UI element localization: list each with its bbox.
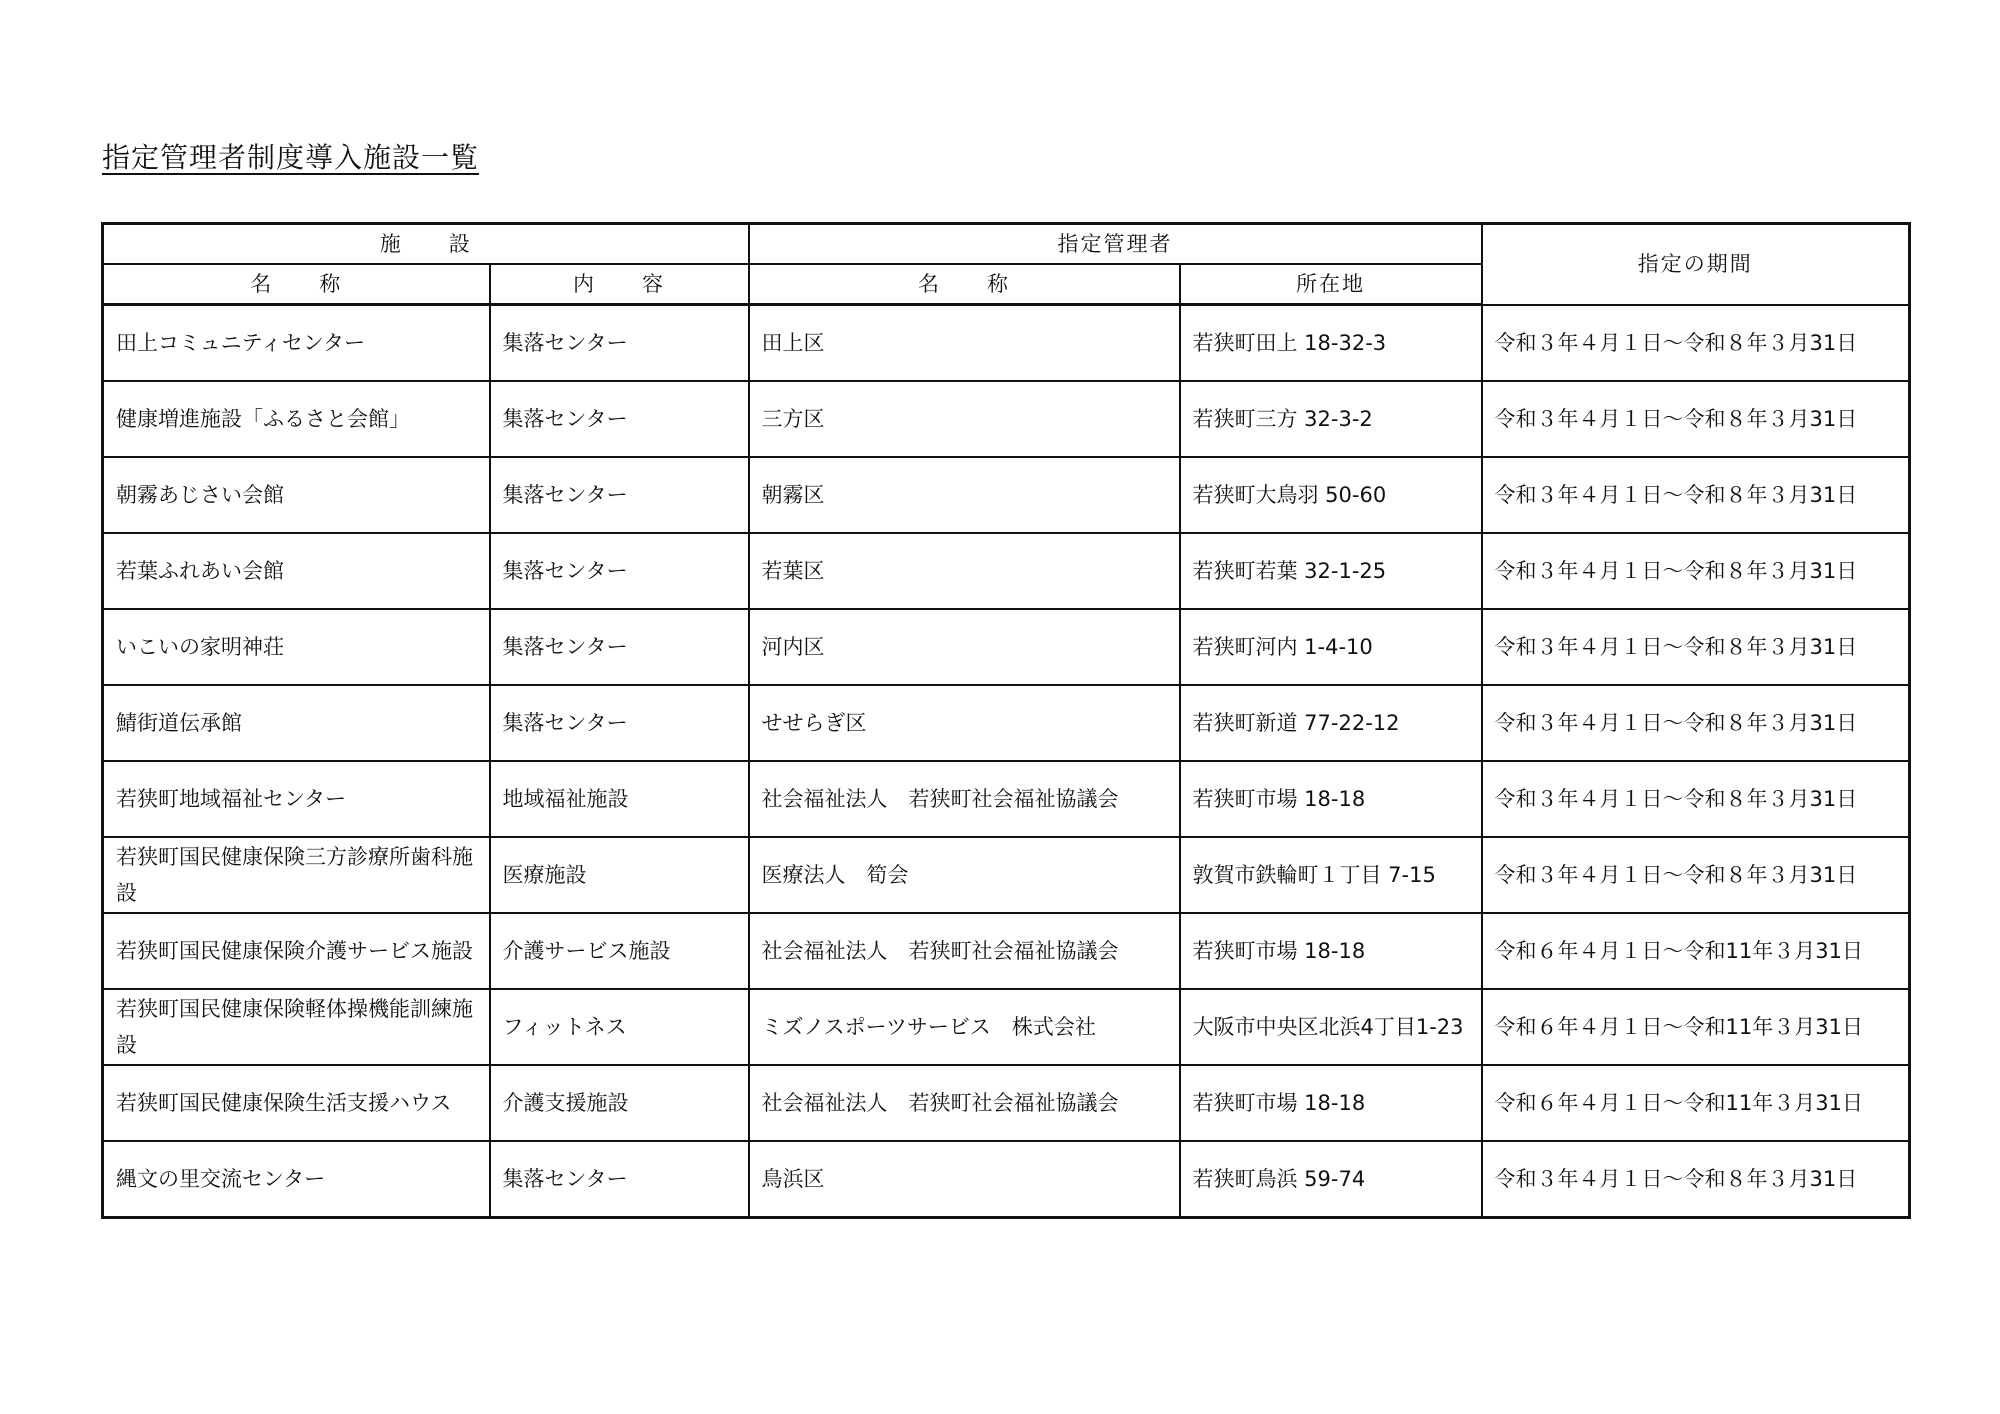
period-cell: 令和３年４月１日～令和８年３月31日 (1482, 761, 1910, 837)
table-row (103, 685, 1910, 761)
manager-location-cell: 若狭町大鳥羽 50-60 (1180, 457, 1482, 533)
facility-content-cell: 集落センター (490, 457, 749, 533)
manager-location-cell: 若狭町鳥浜 59-74 (1180, 1141, 1482, 1218)
period-cell: 令和３年４月１日～令和８年３月31日 (1482, 533, 1910, 609)
manager-name-cell: 社会福祉法人 若狭町社会福祉協議会 (749, 1065, 1180, 1141)
manager-name-cell: 若葉区 (749, 533, 1180, 609)
manager-location-cell: 若狭町若葉 32-1-25 (1180, 533, 1482, 609)
manager-location-cell: 若狭町新道 77-22-12 (1180, 685, 1482, 761)
table-row (103, 381, 1910, 457)
page-title: 指定管理者制度導入施設一覧 (102, 141, 480, 174)
facility-name-cell: 若狭町国民健康保険三方診療所歯科施設 (103, 837, 490, 913)
manager-name-cell: ミズノスポーツサービス 株式会社 (749, 989, 1180, 1065)
period-cell: 令和３年４月１日～令和８年３月31日 (1482, 837, 1910, 913)
period-cell: 令和３年４月１日～令和８年３月31日 (1482, 1141, 1910, 1218)
period-cell: 令和３年４月１日～令和８年３月31日 (1482, 305, 1910, 382)
header-row-1 (103, 224, 1910, 265)
header-manager-name: 名 称 (749, 264, 1180, 305)
facility-content-cell: 介護サービス施設 (490, 913, 749, 989)
facility-content-cell: フィットネス (490, 989, 749, 1065)
header-manager: 指定管理者 (749, 224, 1482, 265)
header-facility-content: 内 容 (490, 264, 749, 305)
manager-location-cell: 若狭町河内 1-4-10 (1180, 609, 1482, 685)
manager-name-cell: 社会福祉法人 若狭町社会福祉協議会 (749, 913, 1180, 989)
facility-content-cell: 医療施設 (490, 837, 749, 913)
period-cell: 令和３年４月１日～令和８年３月31日 (1482, 457, 1910, 533)
period-cell: 令和３年４月１日～令和８年３月31日 (1482, 609, 1910, 685)
table-row (103, 609, 1910, 685)
period-cell: 令和６年４月１日～令和11年３月31日 (1482, 989, 1910, 1065)
facility-content-cell: 集落センター (490, 609, 749, 685)
facility-content-cell: 集落センター (490, 1141, 749, 1218)
header-period: 指定の期間 (1482, 224, 1910, 305)
table-row (103, 913, 1910, 989)
facility-content-cell: 集落センター (490, 685, 749, 761)
table-row (103, 533, 1910, 609)
header-facility: 施 設 (103, 224, 749, 265)
facility-content-cell: 地域福祉施設 (490, 761, 749, 837)
table-row (103, 457, 1910, 533)
period-cell: 令和３年４月１日～令和８年３月31日 (1482, 381, 1910, 457)
facility-name-cell: 若狭町地域福祉センター (103, 761, 490, 837)
facility-name-cell: いこいの家明神荘 (103, 609, 490, 685)
manager-location-cell: 敦賀市鉄輪町１丁目 7-15 (1180, 837, 1482, 913)
facility-name-cell: 健康増進施設「ふるさと会館」 (103, 381, 490, 457)
period-cell: 令和３年４月１日～令和８年３月31日 (1482, 685, 1910, 761)
manager-location-cell: 大阪市中央区北浜4丁目1-23 (1180, 989, 1482, 1065)
table-row (103, 989, 1910, 1065)
facility-content-cell: 集落センター (490, 381, 749, 457)
facility-name-cell: 若狭町国民健康保険介護サービス施設 (103, 913, 490, 989)
table-row (103, 761, 1910, 837)
facility-name-cell: 田上コミュニティセンター (103, 305, 490, 382)
facility-content-cell: 介護支援施設 (490, 1065, 749, 1141)
manager-name-cell: せせらぎ区 (749, 685, 1180, 761)
manager-name-cell: 河内区 (749, 609, 1180, 685)
header-facility-name: 名 称 (103, 264, 490, 305)
facility-content-cell: 集落センター (490, 305, 749, 382)
facility-name-cell: 縄文の里交流センター (103, 1141, 490, 1218)
period-cell: 令和６年４月１日～令和11年３月31日 (1482, 1065, 1910, 1141)
facility-table (101, 222, 1911, 1219)
facility-name-cell: 鯖街道伝承館 (103, 685, 490, 761)
manager-location-cell: 若狭町三方 32-3-2 (1180, 381, 1482, 457)
manager-location-cell: 若狭町田上 18-32-3 (1180, 305, 1482, 382)
facility-name-cell: 朝霧あじさい会館 (103, 457, 490, 533)
header-manager-location: 所在地 (1180, 264, 1482, 305)
facility-name-cell: 若狭町国民健康保険生活支援ハウス (103, 1065, 490, 1141)
period-cell: 令和６年４月１日～令和11年３月31日 (1482, 913, 1910, 989)
manager-name-cell: 田上区 (749, 305, 1180, 382)
facility-name-cell: 若葉ふれあい会館 (103, 533, 490, 609)
manager-name-cell: 社会福祉法人 若狭町社会福祉協議会 (749, 761, 1180, 837)
manager-name-cell: 朝霧区 (749, 457, 1180, 533)
manager-name-cell: 三方区 (749, 381, 1180, 457)
table-row (103, 1065, 1910, 1141)
facility-name-cell: 若狭町国民健康保険軽体操機能訓練施設 (103, 989, 490, 1065)
manager-location-cell: 若狭町市場 18-18 (1180, 1065, 1482, 1141)
manager-location-cell: 若狭町市場 18-18 (1180, 761, 1482, 837)
facility-content-cell: 集落センター (490, 533, 749, 609)
manager-location-cell: 若狭町市場 18-18 (1180, 913, 1482, 989)
table-row (103, 1141, 1910, 1218)
manager-name-cell: 医療法人 筍会 (749, 837, 1180, 913)
table-row (103, 305, 1910, 382)
table-row (103, 837, 1910, 913)
manager-name-cell: 鳥浜区 (749, 1141, 1180, 1218)
